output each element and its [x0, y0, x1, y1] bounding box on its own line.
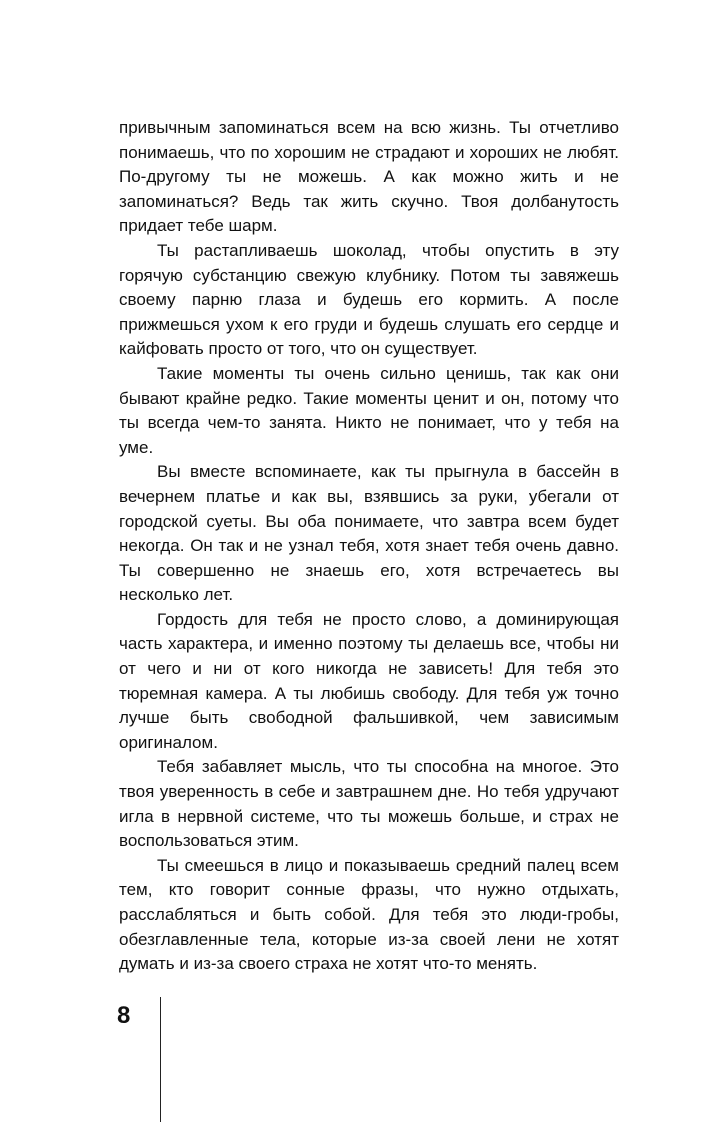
page-body [119, 116, 619, 977]
paragraph: Вы вместе вспоминаете, как ты прыгнула в бассейн в вечернем платье и как вы, взявшись за руки, убегали от городской суеты. Вы оба понимаете, что завтра всем будет некогда. Он так и не узнал тебя, хотя знает тебя очень давно. Ты совершенно не знаешь его, хотя встречаетесь вы несколько лет. [119, 462, 619, 605]
footer-divider [160, 997, 161, 1122]
paragraph: Ты растапливаешь шоколад, чтобы опустить в эту горячую субстанцию свежую клубнику. Потом ты завяжешь своему парню глаза и будешь его кормить. А после прижмешься ухом к его груди и будешь слушать его сердце и кайфовать просто от того, что он существует. [119, 240, 619, 359]
paragraph: Такие моменты ты очень сильно ценишь, так как они бывают крайне редко. Такие моменты ценит и он, потому что ты всегда чем-то занята. Никто не понимает, что у тебя на уме. [119, 363, 619, 457]
paragraph: Гордость для тебя не просто слово, а доминирующая часть характера, и именно поэтому ты делаешь все, чтобы ни от чего и ни от кого никогда не зависеть! Для тебя это тюремная камера. А ты любишь свободу. Для тебя уж точно лучше быть свободной фальшивкой, чем зависимым оригиналом. [119, 609, 619, 752]
paragraph: Тебя забавляет мысль, что ты способна на многое. Это твоя уверенность в себе и завтрашнем дне. Но тебя удручают игла в нервной системе, что ты можешь больше, и страх не воспользоваться этим. [119, 757, 619, 851]
paragraph: привычным запоминаться всем на всю жизнь. Ты отчетливо понимаешь, что по хорошим не страдают и хороших не любят. По-другому ты не можешь. А как можно жить и не запоминаться? Ведь так жить скучно. Твоя долбанутость придает тебе шарм. [119, 118, 619, 236]
page-number: 8 [117, 1002, 131, 1029]
paragraph: Ты смеешься в лицо и показываешь средний палец всем тем, кто говорит сонные фразы, что нужно отдыхать, расслабляться и быть собой. Для тебя это люди-гробы, обезглавленные тела, которые из-за своей лени не хотят думать и из-за своего страха не хотят что-то менять. [119, 855, 619, 974]
